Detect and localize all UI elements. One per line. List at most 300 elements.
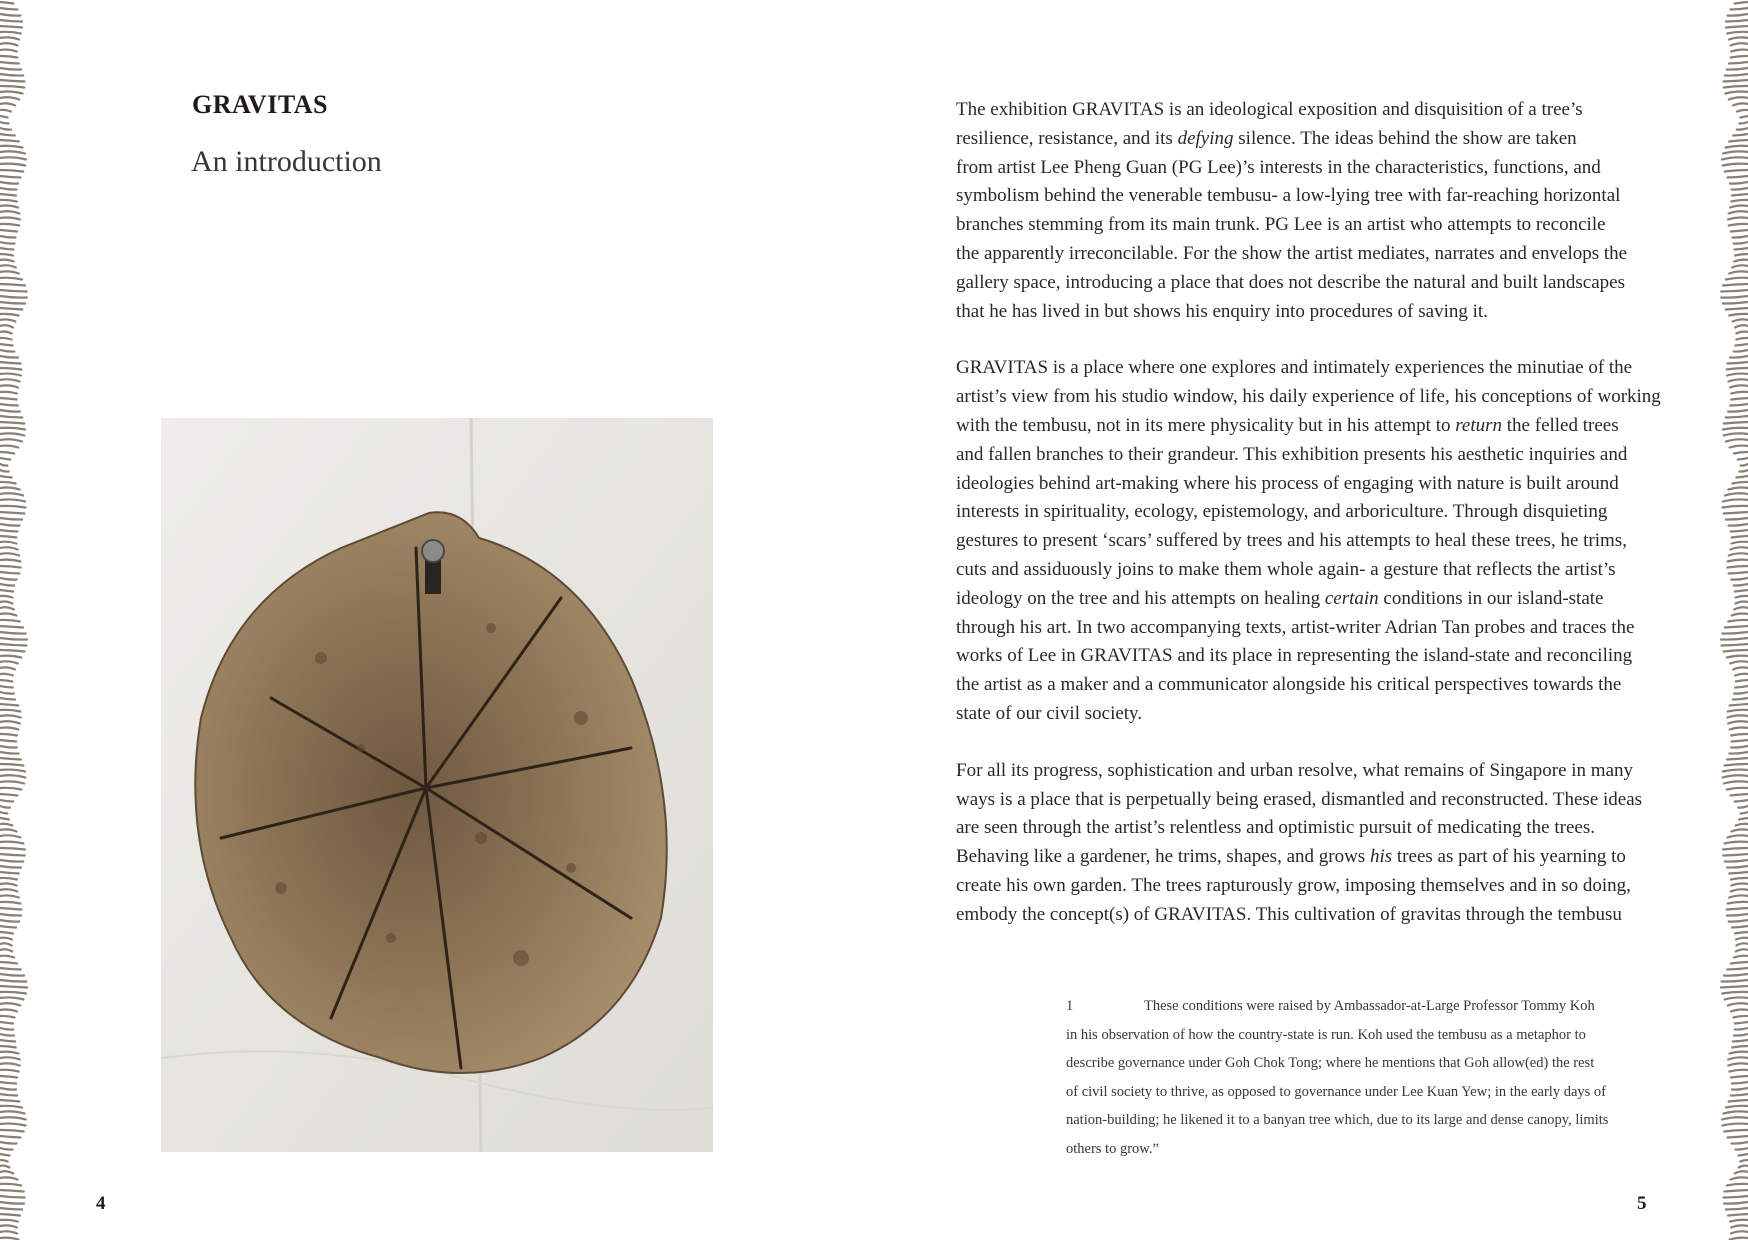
grain-stroke — [1732, 1088, 1748, 1090]
grain-stroke — [0, 1076, 17, 1078]
grain-stroke — [0, 980, 26, 982]
grain-stroke — [0, 151, 25, 153]
grain-stroke — [0, 248, 13, 250]
grain-stroke — [0, 661, 18, 663]
grain-stroke — [1729, 872, 1748, 874]
grain-stroke — [0, 512, 24, 514]
grain-stroke — [1722, 1124, 1748, 1126]
text-line — [956, 671, 1676, 700]
grain-stroke — [0, 1082, 16, 1084]
grain-stroke — [0, 542, 17, 544]
grain-stroke — [0, 607, 14, 609]
grain-stroke — [0, 398, 17, 400]
grain-stroke — [1735, 2, 1748, 4]
grain-stroke — [0, 278, 22, 280]
grain-stroke — [1735, 344, 1748, 346]
grain-stroke — [1727, 715, 1748, 717]
grain-stroke — [0, 788, 21, 790]
grain-stroke — [1741, 464, 1748, 466]
grain-stroke — [1724, 512, 1748, 514]
grain-stroke — [1728, 1214, 1748, 1216]
grain-stroke — [0, 829, 17, 831]
grain-stroke — [1729, 211, 1748, 213]
grain-stroke — [0, 464, 7, 466]
grain-stroke — [1736, 680, 1748, 682]
grain-stroke — [0, 770, 25, 772]
grain-stroke — [0, 943, 12, 945]
grain-stroke — [1734, 350, 1748, 352]
page-number-left: 4 — [96, 1193, 106, 1214]
grain-stroke — [0, 404, 18, 406]
grain-stroke — [0, 1124, 26, 1126]
grain-stroke — [1724, 422, 1748, 424]
grain-stroke — [1739, 470, 1748, 472]
grain-stroke — [0, 1028, 13, 1030]
grain-stroke — [1730, 1220, 1748, 1222]
grain-stroke — [1722, 632, 1748, 634]
grain-stroke — [1730, 1238, 1748, 1240]
grain-stroke — [1727, 788, 1748, 790]
grain-stroke — [0, 1238, 18, 1240]
wood-grain-border-left — [0, 0, 28, 1240]
grain-stroke — [1722, 992, 1748, 994]
grain-stroke — [1731, 578, 1748, 580]
grain-stroke — [1735, 674, 1748, 676]
text-segment: Behaving like a gardener, he trims, shapes, and grows — [956, 846, 1370, 868]
grain-stroke — [0, 452, 14, 454]
grain-stroke — [0, 842, 23, 844]
grain-stroke — [0, 781, 24, 783]
grain-stroke — [0, 254, 13, 256]
grain-stroke — [1734, 607, 1748, 609]
grain-stroke — [1732, 265, 1748, 267]
grain-stroke — [0, 205, 18, 207]
grain-stroke — [1723, 151, 1748, 153]
grain-stroke — [0, 956, 14, 958]
grain-stroke — [1739, 1166, 1748, 1168]
grain-stroke — [1728, 379, 1748, 381]
grain-stroke — [0, 692, 14, 694]
grain-stroke — [1730, 728, 1748, 730]
grain-stroke — [0, 926, 16, 928]
grain-stroke — [0, 506, 25, 508]
grain-stroke — [0, 446, 18, 448]
body-paragraph — [956, 757, 1676, 930]
grain-stroke — [1733, 103, 1748, 105]
grain-stroke — [1724, 80, 1748, 82]
text-segment: embody the concept(s) of GRAVITAS. This cultivation of gravitas through the tembusu — [956, 903, 1622, 925]
grain-stroke — [0, 584, 14, 586]
grain-stroke — [0, 1130, 24, 1132]
grain-stroke — [0, 578, 17, 580]
footnote-line: nation-building; he likened it to a banyan tree which, due to its large and dense canopy, limits — [1066, 1112, 1609, 1128]
grain-stroke — [0, 715, 21, 717]
grain-stroke — [1728, 362, 1748, 364]
grain-stroke — [1731, 43, 1748, 45]
text-segment: ideologies behind art-making where his process of engaging with nature is built around — [956, 472, 1619, 494]
grain-stroke — [0, 547, 18, 549]
grain-stroke — [1735, 686, 1748, 688]
text-line — [956, 642, 1676, 671]
grain-stroke — [0, 1166, 9, 1168]
tree-stump-photo — [161, 418, 713, 1152]
grain-stroke — [1738, 1154, 1748, 1156]
grain-stroke — [1733, 319, 1748, 321]
introduction-body — [956, 96, 1676, 958]
grain-stroke — [1736, 332, 1748, 334]
grain-stroke — [1723, 302, 1748, 304]
body-paragraph — [956, 96, 1676, 326]
grain-stroke — [1727, 374, 1748, 376]
grain-stroke — [1724, 650, 1748, 652]
grain-stroke — [1736, 824, 1748, 826]
grain-stroke — [1731, 878, 1748, 880]
grain-stroke — [0, 1160, 8, 1162]
grain-stroke — [0, 296, 27, 298]
grain-stroke — [1725, 842, 1748, 844]
grain-stroke — [0, 1100, 19, 1102]
grain-stroke — [1732, 194, 1748, 196]
grain-stroke — [0, 439, 22, 441]
grain-stroke — [0, 596, 12, 598]
grain-stroke — [1729, 62, 1748, 64]
grain-stroke — [0, 866, 21, 868]
grain-stroke — [1724, 1190, 1748, 1192]
grain-stroke — [0, 422, 24, 424]
grain-stroke — [0, 374, 21, 376]
grain-stroke — [1727, 176, 1748, 178]
text-segment: are seen through the artist’s relentless and optimistic pursuit of medicating the trees. — [956, 817, 1595, 839]
footnote — [1066, 992, 1666, 1163]
grain-stroke — [0, 835, 21, 837]
grain-stroke — [0, 470, 9, 472]
text-segment: silence. The ideas behind the show are taken — [1233, 127, 1577, 149]
grain-stroke — [0, 32, 21, 34]
grain-stroke — [1728, 560, 1748, 562]
text-segment: resilience, resistance, and its — [956, 127, 1178, 149]
grain-stroke — [0, 86, 24, 88]
grain-stroke — [0, 230, 17, 232]
grain-stroke — [1724, 433, 1748, 435]
grain-stroke — [0, 2, 13, 4]
grain-stroke — [1723, 506, 1748, 508]
grain-stroke — [0, 493, 23, 495]
grain-stroke — [1723, 499, 1748, 501]
footnote-first-line — [1066, 992, 1666, 1021]
grain-stroke — [0, 992, 26, 994]
grain-stroke — [0, 536, 16, 538]
text-line — [956, 843, 1676, 872]
grain-stroke — [0, 1106, 22, 1108]
grain-stroke — [1734, 452, 1748, 454]
grain-stroke — [1726, 20, 1748, 22]
grain-stroke — [1732, 613, 1748, 615]
grain-stroke — [1735, 932, 1748, 934]
grain-stroke — [1731, 746, 1748, 748]
grain-stroke — [1729, 553, 1748, 555]
grain-stroke — [1730, 661, 1748, 663]
grain-stroke — [1728, 217, 1748, 219]
grain-stroke — [0, 356, 18, 358]
footnote-number: 1 — [1066, 998, 1074, 1014]
grain-stroke — [1738, 458, 1748, 460]
grain-stroke — [1722, 644, 1748, 646]
text-line — [956, 757, 1676, 786]
text-line — [956, 700, 1676, 729]
grain-stroke — [1732, 188, 1748, 190]
grain-stroke — [1731, 884, 1748, 886]
grain-stroke — [1729, 97, 1748, 99]
grain-stroke — [0, 1034, 14, 1036]
text-segment: gallery space, introducing a place that does not describe the natural and built landscapes — [956, 271, 1625, 293]
grain-stroke — [0, 182, 18, 184]
text-segment: gestures to present ‘scars’ suffered by trees and his attempts to heal these trees, he trims, — [956, 530, 1627, 552]
grain-stroke — [0, 1070, 19, 1072]
grain-stroke — [0, 1052, 18, 1054]
grain-stroke — [1731, 392, 1748, 394]
grain-stroke — [1729, 314, 1748, 316]
text-segment: artist’s view from his studio window, his daily experience of life, his conceptions of working — [956, 386, 1661, 408]
grain-stroke — [1721, 986, 1748, 988]
footnote-line: others to grow.” — [1066, 1140, 1159, 1157]
grain-stroke — [0, 908, 21, 910]
grain-stroke — [1727, 32, 1748, 34]
grain-stroke — [1728, 721, 1748, 723]
grain-stroke — [1739, 122, 1748, 124]
text-segment: and fallen branches to their grandeur. This exhibition presents his aesthetic inquiries and — [956, 443, 1628, 465]
grain-stroke — [0, 97, 19, 99]
grain-stroke — [1727, 908, 1748, 910]
grain-stroke — [0, 997, 23, 999]
grain-stroke — [0, 194, 16, 196]
grain-stroke — [0, 848, 25, 850]
grain-stroke — [1740, 116, 1748, 118]
grain-stroke — [1731, 794, 1748, 796]
grain-stroke — [0, 638, 27, 640]
grain-stroke — [1730, 704, 1748, 706]
grain-stroke — [1725, 170, 1748, 172]
text-line — [956, 814, 1676, 843]
grain-stroke — [1733, 698, 1748, 700]
grain-stroke — [1727, 866, 1748, 868]
text-segment: interests in spirituality, ecology, epistemology, and arboriculture. Through disquieting — [956, 501, 1608, 523]
grain-stroke — [0, 824, 12, 826]
italic-text: defying — [1177, 127, 1234, 149]
grain-stroke — [1739, 818, 1748, 820]
grain-stroke — [0, 560, 20, 562]
grain-stroke — [0, 8, 17, 10]
grain-stroke — [0, 812, 7, 814]
grain-stroke — [0, 1208, 22, 1210]
grain-stroke — [0, 704, 18, 706]
text-line — [956, 614, 1676, 643]
text-segment: from artist Lee Pheng Guan (PG Lee)’s interests in the characteristics, functions, and — [956, 156, 1601, 178]
grain-stroke — [0, 134, 15, 136]
grain-stroke — [1726, 1106, 1748, 1108]
grain-stroke — [0, 458, 10, 460]
grain-stroke — [0, 92, 22, 94]
grain-stroke — [1731, 1231, 1748, 1233]
grain-stroke — [0, 319, 15, 321]
grain-stroke — [1731, 50, 1748, 52]
grain-stroke — [1732, 740, 1748, 742]
grain-stroke — [0, 308, 22, 310]
grain-stroke — [0, 116, 8, 118]
grain-stroke — [1728, 14, 1748, 16]
grain-stroke — [1728, 1063, 1748, 1065]
grain-stroke — [0, 710, 20, 712]
grain-stroke — [1726, 416, 1748, 418]
italic-text: return — [1455, 414, 1503, 436]
grain-stroke — [0, 224, 19, 226]
grain-stroke — [0, 1009, 17, 1011]
grain-stroke — [1731, 734, 1748, 736]
grain-stroke — [1731, 1177, 1748, 1179]
grain-stroke — [0, 265, 16, 267]
grain-stroke — [0, 854, 25, 856]
grain-stroke — [1732, 926, 1748, 928]
grain-stroke — [0, 613, 16, 615]
text-segment: For all its progress, sophistication and urban resolve, what remains of Singapore in many — [956, 759, 1634, 781]
grain-stroke — [1725, 860, 1748, 862]
grain-stroke — [0, 1148, 13, 1150]
grain-stroke — [0, 200, 17, 202]
grain-stroke — [1727, 68, 1748, 70]
grain-stroke — [1736, 476, 1748, 478]
grain-stroke — [1728, 488, 1748, 490]
grain-stroke — [0, 1003, 20, 1005]
grain-stroke — [0, 949, 12, 951]
grain-stroke — [1736, 601, 1748, 603]
grain-stroke — [0, 1136, 20, 1138]
grain-stroke — [0, 920, 19, 922]
grain-stroke — [0, 488, 20, 490]
grain-stroke — [1734, 956, 1748, 958]
grain-stroke — [1725, 764, 1748, 766]
grain-stroke — [0, 674, 13, 676]
text-line — [956, 498, 1676, 527]
text-line — [956, 412, 1676, 441]
grain-stroke — [1735, 1148, 1748, 1150]
grain-stroke — [0, 80, 24, 82]
grain-stroke — [0, 1154, 10, 1156]
grain-stroke — [0, 1142, 17, 1144]
grain-stroke — [1729, 1070, 1748, 1072]
grain-stroke — [0, 217, 20, 219]
grain-stroke — [0, 650, 24, 652]
grain-stroke — [1731, 829, 1748, 831]
grain-stroke — [0, 806, 10, 808]
text-segment: GRAVITAS is a place where one explores and intimately experiences the minutiae of the — [956, 357, 1633, 379]
grain-stroke — [1730, 547, 1748, 549]
grain-stroke — [0, 140, 19, 142]
grain-stroke — [0, 1214, 20, 1216]
grain-stroke — [1725, 626, 1748, 628]
text-line — [956, 872, 1676, 901]
grain-stroke — [0, 698, 15, 700]
grain-stroke — [1730, 404, 1748, 406]
grain-stroke — [1735, 248, 1748, 250]
grain-stroke — [0, 860, 23, 862]
grain-stroke — [0, 740, 16, 742]
text-line — [956, 182, 1676, 211]
grain-stroke — [0, 416, 22, 418]
grain-stroke — [1733, 242, 1748, 244]
grain-stroke — [1727, 758, 1748, 760]
grain-stroke — [1731, 542, 1748, 544]
grain-stroke — [0, 146, 22, 148]
grain-stroke — [0, 128, 11, 130]
text-segment: the felled trees — [1502, 414, 1619, 436]
grain-stroke — [0, 721, 20, 723]
grain-stroke — [0, 566, 21, 568]
grain-stroke — [1725, 493, 1748, 495]
text-segment: trees as part of his yearning to — [1392, 846, 1626, 868]
grain-stroke — [0, 176, 21, 178]
grain-stroke — [0, 794, 17, 796]
grain-stroke — [0, 482, 16, 484]
grain-stroke — [0, 1225, 17, 1227]
grain-stroke — [0, 974, 24, 976]
grain-stroke — [1727, 656, 1748, 658]
grain-stroke — [1723, 1196, 1748, 1198]
grain-stroke — [0, 524, 20, 526]
grain-stroke — [1731, 8, 1748, 10]
grain-stroke — [0, 728, 18, 730]
grain-stroke — [1730, 446, 1748, 448]
text-segment: The exhibition GRAVITAS is an ideological exposition and disquisition of a tree’s — [956, 99, 1583, 120]
grain-stroke — [1727, 1184, 1748, 1186]
grain-stroke — [0, 26, 22, 28]
grain-stroke — [1724, 1111, 1748, 1113]
grain-stroke — [1724, 974, 1748, 976]
text-segment: ideology on the tree and his attempts on healing — [956, 587, 1325, 609]
grain-stroke — [1731, 889, 1748, 891]
grain-stroke — [1730, 182, 1748, 184]
grain-stroke — [0, 314, 19, 316]
grain-stroke — [1729, 37, 1748, 39]
grain-stroke — [0, 332, 12, 334]
grain-stroke — [1734, 692, 1748, 694]
text-segment: through his art. In two accompanying texts, artist-writer Adrian Tan probes and traces the — [956, 616, 1635, 638]
text-segment: the artist as a maker and a communicator alongside his critical perspectives towards the — [956, 674, 1622, 696]
grain-stroke — [0, 302, 25, 304]
grain-stroke — [0, 986, 27, 988]
text-segment: symbolism behind the venerable tembusu- a low-lying tree with far-reaching horizontal — [956, 185, 1621, 207]
grain-stroke — [1731, 1225, 1748, 1227]
grain-stroke — [1721, 296, 1748, 298]
grain-stroke — [0, 236, 16, 238]
grain-stroke — [1735, 590, 1748, 592]
grain-stroke — [0, 20, 22, 22]
grain-stroke — [1729, 895, 1748, 897]
grain-stroke — [1735, 254, 1748, 256]
grain-stroke — [0, 428, 25, 430]
grain-stroke — [0, 37, 19, 39]
grain-stroke — [0, 895, 19, 897]
text-line — [956, 786, 1676, 815]
grain-stroke — [0, 590, 13, 592]
grain-stroke — [0, 902, 20, 904]
grain-stroke — [1726, 1208, 1748, 1210]
grain-stroke — [1723, 848, 1748, 850]
grain-stroke — [1721, 638, 1748, 640]
grain-stroke — [1724, 1202, 1748, 1204]
grain-stroke — [0, 157, 26, 159]
grain-stroke — [1727, 914, 1748, 916]
text-line — [956, 96, 1676, 125]
grain-stroke — [1725, 997, 1748, 999]
